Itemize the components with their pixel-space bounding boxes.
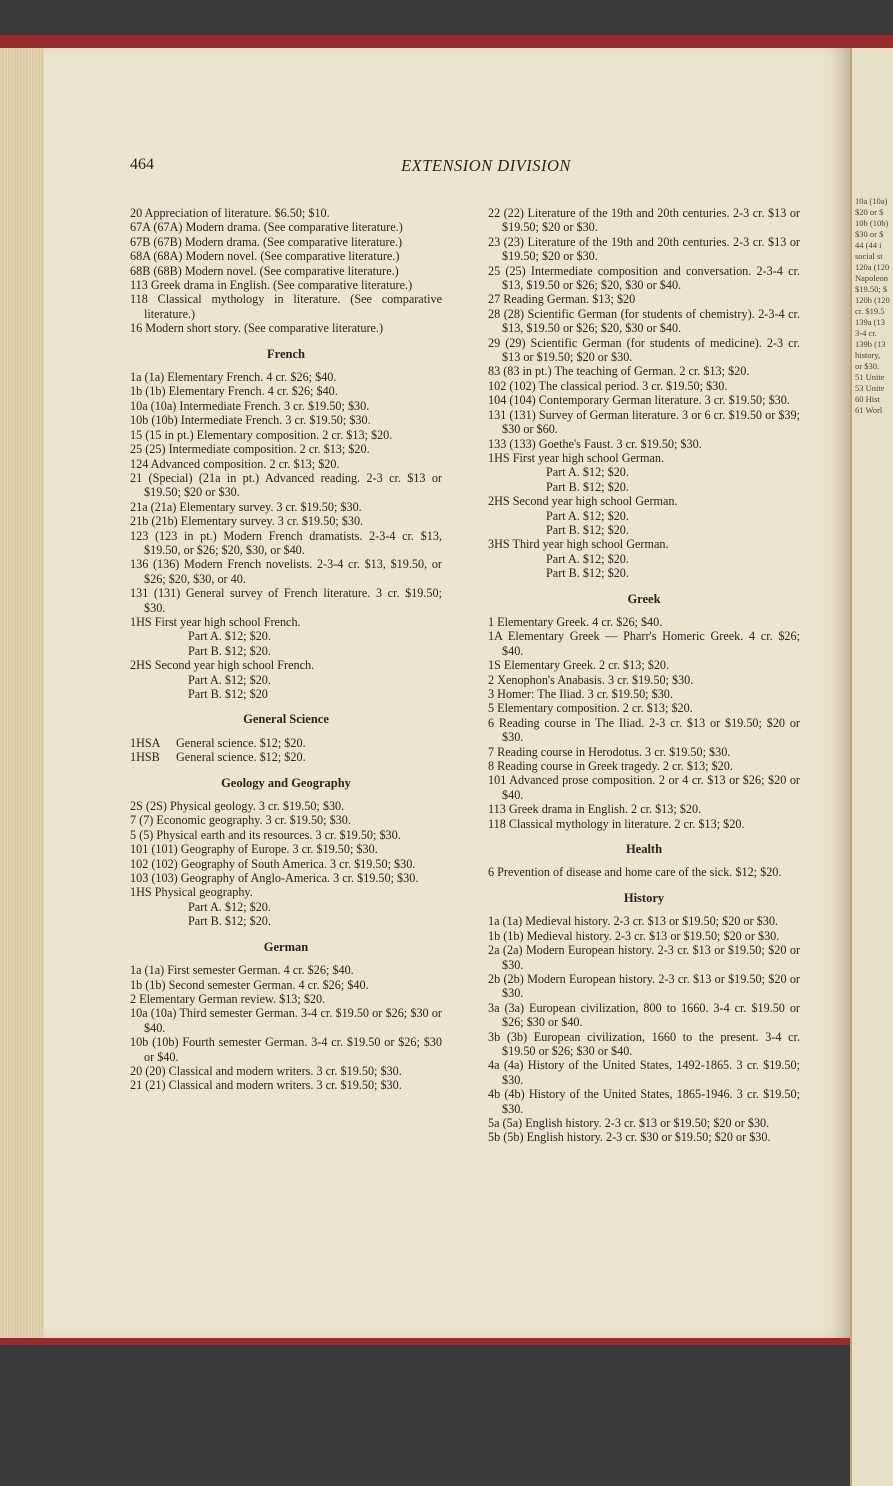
course-entry: 5a (5a) English history. 2-3 cr. $13 or $19.50; $20 or $30. — [488, 1115, 770, 1130]
adjacent-page-text: 10a (10a) — [855, 196, 888, 206]
course-entry: 102 (102) The classical period. 3 cr. $19.50; $30. — [488, 378, 728, 393]
course-entry: 25 (25) Intermediate composition. 2 cr. $13; $20. — [130, 442, 370, 457]
course-entry: 2HS Second year high school German. — [488, 494, 678, 509]
course-part: Part A. $12; $20. — [188, 629, 271, 644]
course-entry: 2 Xenophon's Anabasis. 3 cr. $19.50; $30. — [488, 672, 694, 687]
course-entry: 1HS Physical geography. — [130, 885, 253, 900]
page-edges — [0, 48, 44, 1338]
course-entry: 123 (123 in pt.) Modern French dramatists. 2-3-4 cr. $13, $19.50, or $26; $20, $30, or $40. — [130, 528, 442, 557]
course-entry: 3a (3a) European civilization, 800 to 1660. 3-4 cr. $19.50 or $26; $30 or $40. — [488, 1000, 800, 1030]
adjacent-page-text: 44 (44 i — [855, 240, 882, 250]
adjacent-page-text: $20 or $ — [855, 207, 884, 217]
course-entry: 6 Prevention of disease and home care of the sick. $12; $20. — [488, 865, 782, 880]
section-heading: German — [263, 939, 309, 954]
course-entry — [130, 736, 442, 750]
course-part: Part B. $12; $20. — [188, 914, 271, 929]
course-entry: 21 (21) Classical and modern writers. 3 cr. $19.50; $30. — [130, 1078, 402, 1093]
course-part: Part A. $12; $20. — [546, 551, 629, 566]
course-code: 1HSB — [130, 750, 160, 765]
course-entry: 67B (67B) Modern drama. (See comparative literature.) — [130, 234, 403, 249]
course-entry: 27 Reading German. $13; $20 — [488, 292, 636, 307]
course-entry: 131 (131) Survey of German literature. 3 or 6 cr. $19.50 or $39; $30 or $60. — [488, 407, 800, 437]
course-entry: 1HS First year high school German. — [488, 450, 665, 465]
course-entry: 113 Greek drama in English. (See comparative literature.) — [130, 278, 413, 293]
adjacent-page-edge — [850, 48, 893, 1486]
course-entry: 1S Elementary Greek. 2 cr. $13; $20. — [488, 658, 670, 673]
adjacent-page-text: 120a (120 — [855, 262, 890, 272]
section-heading: History — [623, 890, 665, 905]
course-entry: 10a (10a) Intermediate French. 3 cr. $19.50; $30. — [130, 398, 370, 413]
running-head: EXTENSION DIVISION — [401, 156, 571, 175]
course-entry: 15 (15 in pt.) Elementary composition. 2 cr. $13; $20. — [130, 427, 393, 442]
course-entry: 68B (68B) Modern novel. (See comparative literature.) — [130, 263, 399, 278]
course-part: Part A. $12; $20. — [546, 465, 629, 480]
course-entry: 133 (133) Goethe's Faust. 3 cr. $19.50; $30. — [488, 436, 702, 451]
course-entry: 5 Elementary composition. 2 cr. $13; $20. — [488, 701, 693, 716]
course-entry: 10b (10b) Fourth semester German. 3-4 cr. $19.50 or $26; $30 or $40. — [130, 1035, 442, 1064]
course-entry: 2S (2S) Physical geology. 3 cr. $19.50; $30. — [130, 799, 345, 814]
adjacent-page-text: or $30. — [855, 361, 880, 371]
adjacent-page-text: 3-4 cr. — [855, 328, 877, 338]
course-description: General science. $12; $20. — [176, 735, 306, 750]
course-entry: 3 Homer: The Iliad. 3 cr. $19.50; $30. — [488, 687, 673, 701]
course-entry — [130, 750, 442, 764]
course-entry: 102 (102) Geography of South America. 3 cr. $19.50; $30. — [130, 856, 416, 871]
course-entry: 131 (131) General survey of French literature. 3 cr. $19.50; $30. — [130, 586, 442, 615]
left-column — [130, 206, 442, 1093]
course-part: Part B. $12; $20. — [546, 479, 629, 494]
course-entry: 118 Classical mythology in literature. 2 cr. $13; $20. — [488, 816, 745, 831]
course-part: Part A. $12; $20. — [546, 508, 629, 523]
adjacent-page-text: 139a (13 — [855, 317, 885, 327]
course-entry: 29 (29) Scientific German (for students of medicine). 2-3 cr. $13 or $19.50; $20 or $30. — [488, 335, 800, 365]
adjacent-page-text: 53 Unite — [855, 383, 885, 393]
course-entry: 8 Reading course in Greek tragedy. 2 cr. $13; $20. — [488, 759, 733, 774]
course-entry: 25 (25) Intermediate composition and conversation. 2-3-4 cr. $13, $19.50 or $26; $20, $30 or $40. — [488, 263, 800, 293]
course-entry: 20 (20) Classical and modern writers. 3 cr. $19.50; $30. — [130, 1063, 402, 1078]
adjacent-page-text: 60 Hist — [855, 394, 880, 404]
course-entry: 10b (10b) Intermediate French. 3 cr. $19.50; $30. — [130, 413, 371, 428]
section-heading: French — [267, 346, 305, 361]
course-entry: 10a (10a) Third semester German. 3-4 cr. $19.50 or $26; $30 or $40. — [130, 1006, 442, 1035]
course-entry: 21b (21b) Elementary survey. 3 cr. $19.50; $30. — [130, 514, 364, 529]
course-entry: 83 (83 in pt.) The teaching of German. 2 cr. $13; $20. — [488, 364, 750, 379]
course-entry: 1b (1b) Medieval history. 2-3 cr. $13 or $19.50; $20 or $30. — [488, 928, 780, 943]
course-entry: 2 Elementary German review. $13; $20. — [130, 991, 326, 1006]
course-code: 1HSA — [130, 735, 161, 750]
course-entry: 1a (1a) Medieval history. 2-3 cr. $13 or $19.50; $20 or $30. — [488, 914, 778, 929]
adjacent-page-text: 10b (10b) — [855, 218, 889, 228]
course-entry: 23 (23) Literature of the 19th and 20th centuries. 2-3 cr. $13 or $19.50; $20 or $30. — [488, 234, 800, 264]
course-part: Part A. $12; $20. — [188, 672, 271, 687]
course-entry: 2HS Second year high school French. — [130, 658, 315, 673]
adjacent-page-text: cr. $19.5 — [855, 306, 885, 316]
page-header — [130, 156, 842, 178]
section-heading: Greek — [627, 591, 661, 606]
course-entry: 21 (Special) (21a in pt.) Advanced reading. 2-3 cr. $13 or $19.50; $20 or $30. — [130, 470, 442, 500]
course-entry: 124 Advanced composition. 2 cr. $13; $20. — [130, 456, 340, 471]
adjacent-page-text: $19.50; $ — [855, 284, 888, 294]
course-entry: 101 (101) Geography of Europe. 3 cr. $19.50; $30. — [130, 842, 378, 857]
course-entry: 2a (2a) Modern European history. 2-3 cr. $13 or $19.50; $20 or $30. — [488, 943, 800, 972]
course-part: Part B. $12; $20. — [546, 522, 629, 537]
course-entry: 113 Greek drama in English. 2 cr. $13; $20. — [488, 802, 702, 817]
course-entry: 5 (5) Physical earth and its resources. 3 cr. $19.50; $30. — [130, 827, 401, 842]
page-number: 464 — [130, 156, 154, 173]
course-part: Part A. $12; $20. — [188, 899, 271, 914]
course-entry: 68A (68A) Modern novel. (See comparative literature.) — [130, 249, 400, 264]
right-column — [488, 206, 800, 1145]
section-heading: General Science — [243, 712, 329, 727]
section-heading: Geology and Geography — [221, 775, 351, 790]
course-entry: 21a (21a) Elementary survey. 3 cr. $19.50; $30. — [130, 499, 362, 514]
course-entry: 22 (22) Literature of the 19th and 20th centuries. 2-3 cr. $13 or $19.50; $20 or $30. — [488, 206, 800, 235]
adjacent-page-text: 120b (120 — [855, 295, 890, 305]
course-entry: 104 (104) Contemporary German literature. 3 cr. $19.50; $30. — [488, 393, 790, 408]
course-entry: 118 Classical mythology in literature. (See comparative literature.) — [130, 292, 442, 321]
adjacent-page-text: 139b (13 — [855, 339, 886, 349]
adjacent-page-text: 61 Worl — [855, 405, 883, 415]
course-entry: 1HS First year high school French. — [130, 614, 301, 629]
course-entry: 7 (7) Economic geography. 3 cr. $19.50; $30. — [130, 813, 351, 828]
adjacent-page-text: $30 or $ — [855, 229, 884, 239]
course-entry: 6 Reading course in The Iliad. 2-3 cr. $13 or $19.50; $20 or $30. — [488, 715, 800, 745]
adjacent-page-text: social st — [855, 251, 883, 261]
course-entry: 3HS Third year high school German. — [488, 537, 669, 552]
course-entry: 28 (28) Scientific German (for students of chemistry). 2-3-4 cr. $13, $19.50 or $26; $20, $30 or $40. — [488, 306, 800, 336]
course-entry: 2b (2b) Modern European history. 2-3 cr. $13 or $19.50; $20 or $30. — [488, 971, 800, 1001]
course-part: Part B. $12; $20 — [188, 687, 268, 701]
course-entry: 67A (67A) Modern drama. (See comparative literature.) — [130, 220, 403, 235]
section-heading: Health — [625, 842, 663, 857]
course-description: General science. $12; $20. — [176, 750, 306, 765]
course-entry: 103 (103) Geography of Anglo-America. 3 cr. $19.50; $30. — [130, 871, 419, 886]
course-entry: 20 Appreciation of literature. $6.50; $10. — [130, 206, 330, 220]
course-entry: 1A Elementary Greek — Pharr's Homeric Greek. 4 cr. $26; $40. — [488, 629, 800, 658]
course-entry: 1b (1b) Second semester German. 4 cr. $26; $40. — [130, 977, 369, 992]
course-entry: 4a (4a) History of the United States, 1492-1865. 3 cr. $19.50; $30. — [488, 1058, 800, 1087]
course-entry: 1 Elementary Greek. 4 cr. $26; $40. — [488, 614, 663, 629]
course-entry: 4b (4b) History of the United States, 1865-1946. 3 cr. $19.50; $30. — [488, 1087, 800, 1116]
course-part: Part B. $12; $20. — [188, 643, 271, 658]
adjacent-page-text: history, — [855, 350, 881, 360]
course-entry: 3b (3b) European civilization, 1660 to the present. 3-4 cr. $19.50 or $26; $30 or $40. — [488, 1029, 800, 1058]
course-entry: 16 Modern short story. (See comparative literature.) — [130, 321, 384, 336]
course-part: Part B. $12; $20. — [546, 566, 629, 581]
course-entry: 5b (5b) English history. 2-3 cr. $30 or $19.50; $20 or $30. — [488, 1130, 771, 1145]
adjacent-page-text: 51 Unite — [855, 372, 885, 382]
course-entry: 7 Reading course in Herodotus. 3 cr. $19.50; $30. — [488, 744, 731, 759]
course-entry: 1a (1a) Elementary French. 4 cr. $26; $40. — [130, 370, 337, 385]
course-entry: 1b (1b) Elementary French. 4 cr. $26; $40. — [130, 384, 338, 399]
adjacent-page-text: Napoleon — [855, 273, 889, 283]
course-entry: 101 Advanced prose composition. 2 or 4 cr. $13 or $26; $20 or $40. — [488, 773, 800, 802]
course-entry: 136 (136) Modern French novelists. 2-3-4 cr. $13, $19.50, or $26; $20, $30, or 40. — [130, 557, 442, 586]
course-entry: 1a (1a) First semester German. 4 cr. $26; $40. — [130, 963, 354, 978]
